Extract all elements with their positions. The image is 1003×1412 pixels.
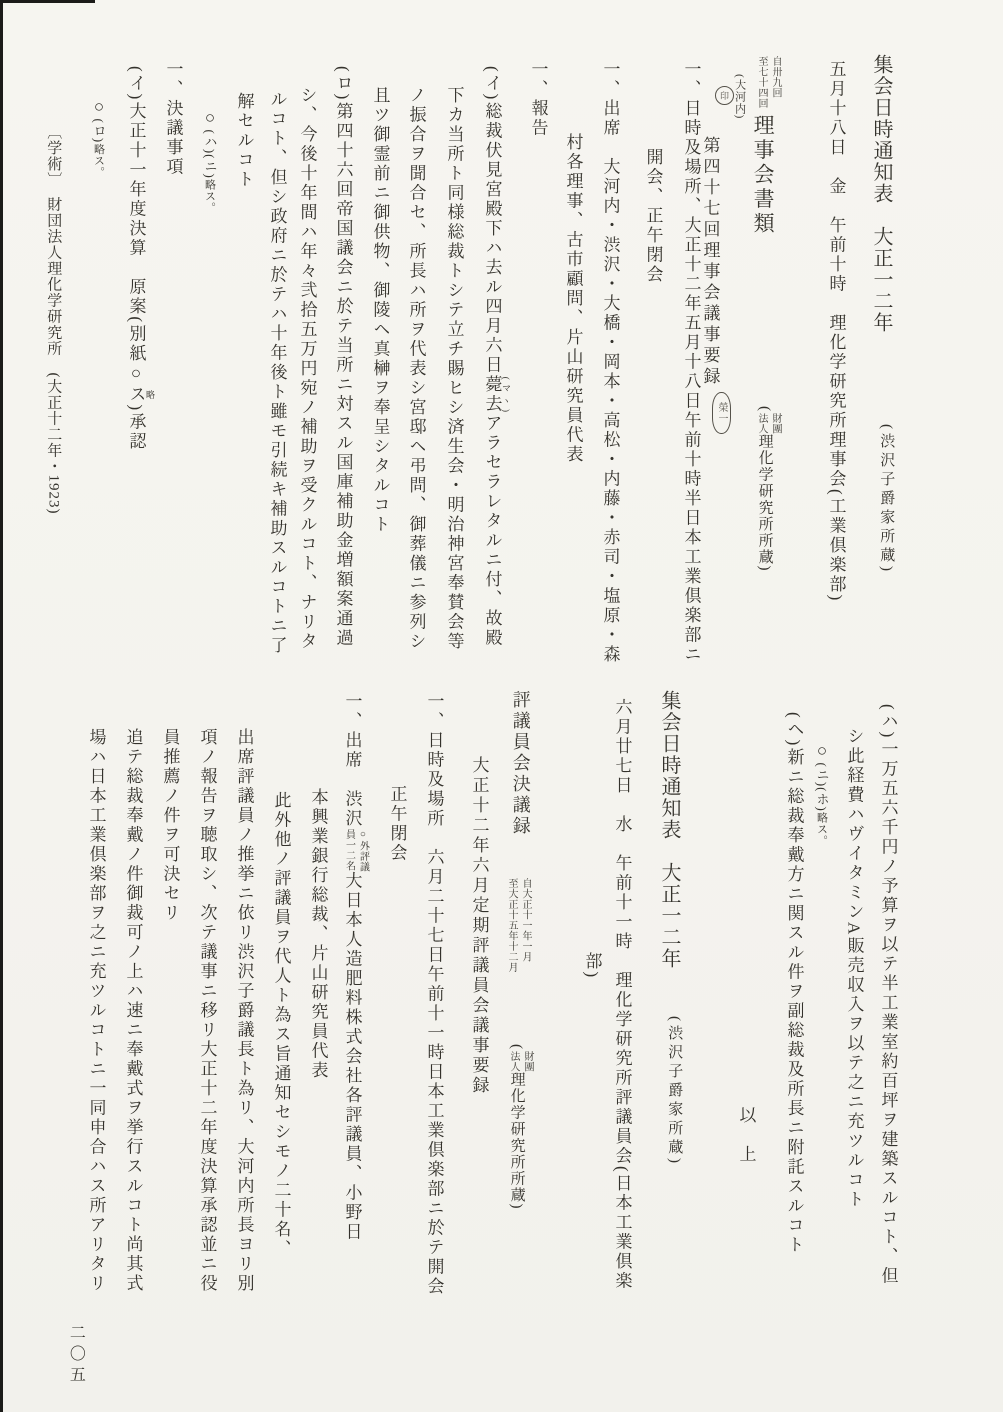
report-i-post: アラセラレタルニ付、故殿 <box>482 413 502 648</box>
holder-corporate-warichu <box>755 413 781 434</box>
scan-edge-top <box>0 0 95 3</box>
docs-range-note <box>755 56 781 109</box>
resolution-item-he: (ヘ)新ニ総裁奉戴方ニ関スル件ヲ副総裁及所長ニ附託スルコト <box>784 712 804 1255</box>
records-proceedings-line1: 出席評議員ノ推挙ニ依リ渋沢子爵議長ト為リ、大河内所長ヨリ別 <box>234 728 254 1294</box>
resolution-i-pre: (イ)大正十一年度決算 原案(別紙○ <box>126 66 146 385</box>
page-number: 二〇五 <box>67 1324 85 1387</box>
source-citation: 〔学術〕 財団法人理化学研究所 (大正十二年・1923) <box>45 124 62 515</box>
omitted-item-ro <box>89 97 109 178</box>
provenance-shibusawa: (渋沢子爵家所蔵) <box>878 424 895 575</box>
resolution-i-base: ス <box>126 384 146 405</box>
records-range-from: 自大正十一年一月 <box>520 878 531 962</box>
omitted-items-ni-ho <box>812 741 832 846</box>
resolution-item-i <box>126 66 155 452</box>
minutes-attendance-line1: 一、出席 大河内・渋沢・大橋・岡本・高松・内藤・赤司・塩原・森 <box>600 60 620 665</box>
resolution-i-note: 略 <box>145 384 156 405</box>
omit-note: 略ス。 <box>815 811 828 847</box>
minutes-datetime-venue-cont: 開会、正午閉会 <box>643 148 663 285</box>
resolution-item-ha-line1: (ハ)一万五六千円ノ予算ヲ以テ半工業室約百坪ヲ建築スルコト、但 <box>878 704 898 1286</box>
attendance-pre: 一、出席 渋沢 <box>342 692 362 829</box>
omit-labels: (ニ)(ホ) <box>814 762 830 812</box>
records-range-note <box>505 878 531 973</box>
attendance-warichu-right: ○外評議 <box>357 828 369 872</box>
report-item-i-line4: 且ツ御霊前ニ御供物、御陵ヘ真榊ヲ奉呈シタルコト <box>370 86 390 535</box>
meeting-notice-line-2-cont: 部) <box>582 952 602 980</box>
omit-marker: ○ <box>89 97 109 119</box>
holder-hojin: 法人 <box>508 1050 519 1072</box>
report-item-ro-line3: ルコト、但シ政府ニ於テハ十年後ト雖モ引続キ補助スルコトニ了 <box>267 90 287 656</box>
docs-attribution: (大河内) <box>733 74 746 120</box>
records-datetime-venue-cont: 正午閉会 <box>387 785 407 863</box>
report-i-ruby <box>482 374 512 414</box>
meeting-schedule-heading-2: 集会日時通知表 大正一二年 <box>658 690 680 970</box>
holder-rest: 理化学研究所所蔵) <box>508 1071 525 1210</box>
holder-open: ( <box>508 1044 525 1051</box>
holder-hojin: 法人 <box>756 412 767 434</box>
records-subtitle: 大正十二年六月定期評議員会議事要録 <box>469 756 489 1096</box>
records-range-to: 至大正十五年十二月 <box>506 878 517 973</box>
omit-marker: ○ <box>812 741 832 763</box>
report-item-i-line1 <box>482 66 511 648</box>
docs-subtitle: 第四十七回理事会議事要録 <box>700 136 720 388</box>
report-i-sic-note: (マヽ) <box>501 374 512 414</box>
docs-range-from: 自卅九回 <box>770 56 781 98</box>
records-attendance-line1 <box>342 692 368 1242</box>
records-holder-note <box>507 1044 533 1210</box>
holder-rest: 理化学研究所所蔵) <box>756 433 773 572</box>
minutes-datetime-venue: 一、日時及場所、大正十二年五月十八日午前十時半日本工業倶楽部ニ <box>681 60 701 665</box>
provenance-shibusawa-2: (渋沢子爵家所蔵) <box>666 1016 683 1167</box>
attendance-warichu-left: 員一二名 <box>343 828 355 871</box>
holder-zaidan: 財團 <box>770 412 781 434</box>
closing-ijou: 以 上 <box>736 1106 756 1165</box>
omitted-items-ha-ni <box>200 108 220 213</box>
resolution-i-ruby <box>126 384 156 405</box>
meeting-notice-line: 五月十八日 金 午前十時 理化学研究所理事会(工業倶楽部) <box>826 60 846 603</box>
docs-range-to: 至七十四回 <box>756 56 767 109</box>
report-i-base: 薨去 <box>482 374 502 414</box>
records-proceedings-line3: 員推薦ノ件ヲ可決セリ <box>160 728 180 923</box>
records-attendance-line3: 此外他ノ評議員ヲ代人ト為ス旨通知セシモノ二十名、 <box>271 791 291 1259</box>
holder-note <box>755 406 781 572</box>
meeting-schedule-heading: 集会日時通知表 大正一二年 <box>870 54 892 334</box>
holder-zaidan: 財團 <box>522 1050 533 1072</box>
report-heading: 一、報告 <box>528 60 548 138</box>
omit-labels: (ハ)(ニ) <box>202 129 218 179</box>
holder-open: ( <box>756 406 773 413</box>
resolution-item-ha-line2: シ此経費ハヴイタミンA販売収入ヲ以テ之ニ充ツルコト <box>844 727 864 1210</box>
minutes-attendance-line2: 村各理事、古市顧問、片山研究員代表 <box>563 133 583 465</box>
report-item-ro-line2: シ、今後十年間ハ年々弐拾五万円宛ノ補助ヲ受クルコト、ナリタ <box>297 86 317 652</box>
report-item-i-line2: 下カ当所ト同様総裁トシテ立チ賜ヒシ済生会・明治神宮奉賛会等 <box>444 86 464 652</box>
omit-note: 略ス。 <box>92 143 105 178</box>
scan-edge-left <box>0 0 3 1412</box>
report-i-pre: (イ)総裁伏見宮殿下ハ去ル四月六日 <box>482 66 502 375</box>
attendance-post: 大日本人造肥料株式会社各評議員、小野日 <box>342 871 362 1242</box>
holder-corporate-warichu <box>507 1051 533 1072</box>
report-item-ro-line4: 解セルコト <box>234 92 254 190</box>
meeting-notice-line-2: 六月廿七日 水 午前十一時 理化学研究所評議員会(日本工業倶楽 <box>612 698 632 1292</box>
docs-title: 理事会書類 <box>751 114 776 237</box>
records-datetime-venue: 一、日時及場所 六月二十七日午前十一時日本工業倶楽部ニ於テ開会 <box>424 692 444 1297</box>
print-seal-icon: 印 <box>715 86 734 105</box>
omit-labels: (ロ) <box>91 118 107 144</box>
records-proceedings-line2: 項ノ報告ヲ聴取シ、次テ議事ニ移リ大正十二年度決算承認並ニ役 <box>197 728 217 1294</box>
omit-note: 略ス。 <box>203 178 216 214</box>
report-item-i-line3: ノ振合ヲ聞合セ、所長ハ所ヲ代表シ宮邸ヘ弔問、御葬儀ニ参列シ <box>406 86 426 652</box>
records-title: 評議員会決議録 <box>510 690 531 837</box>
attendance-warichu <box>342 829 368 872</box>
resolution-i-post: )承認 <box>126 404 146 452</box>
eiichi-seal-icon: 榮一 <box>712 392 731 434</box>
records-attendance-line2: 本興業銀行総裁、片山研究員代表 <box>308 788 328 1081</box>
omit-marker: ○ <box>200 108 220 130</box>
resolutions-heading: 一、決議事項 <box>163 60 183 177</box>
report-item-ro-line1: (ロ)第四十六回帝国議会ニ於テ当所ニ対スル国庫補助金増額案通過 <box>333 66 353 648</box>
records-postscript-line1: 追テ総裁奉戴ノ件御裁可ノ上ハ速ニ奉戴式ヲ挙行スルコト尚其式 <box>123 728 143 1294</box>
records-postscript-line2: 場ハ日本工業倶楽部ヲ之ニ充ツルコトニ一同申合ハス所アリタリ <box>86 728 106 1294</box>
